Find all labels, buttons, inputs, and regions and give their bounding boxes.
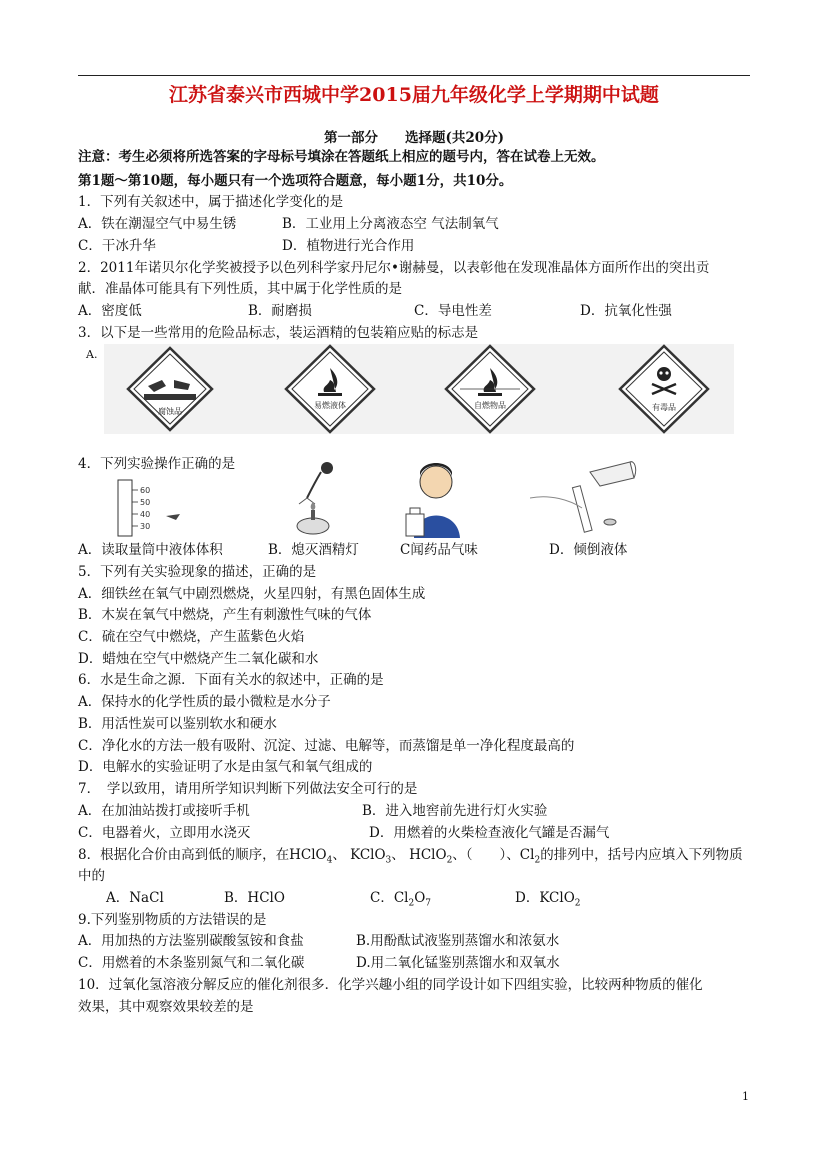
q7-option-b: B．进入地窖前先进行灯火实验 — [362, 803, 548, 819]
smelling-chemical-image — [400, 458, 470, 538]
q4-option-b: B．熄灭酒精灯 — [268, 542, 359, 558]
sign-c-label: 自燃物品 — [474, 401, 506, 410]
q6-stem: 6．水是生命之源．下面有关水的叙述中，正确的是 — [78, 672, 384, 688]
q7-option-a: A．在加油站拨打或接听手机 — [78, 803, 250, 819]
q10-stem-line2: 效果，其中观察效果较差的是 — [78, 999, 254, 1015]
q7-option-d: D．用燃着的火柴检查液化气罐是否漏气 — [369, 825, 610, 841]
q7-option-c: C．电器着火，立即用水浇灭 — [78, 825, 251, 841]
tick-label-60: 60 — [140, 486, 151, 495]
q7-stem: 7． 学以致用，请用所学知识判断下列做法安全可行的是 — [78, 781, 418, 797]
q5-option-c: C．硫在空气中燃烧，产生蓝紫色火焰 — [78, 629, 305, 645]
instruction: 第1题～第10题，每小题只有一个选项符合题意，每小题1分，共10分。 — [78, 173, 513, 189]
sign-d-label: 有毒品 — [652, 403, 676, 412]
q8-stem-line2: 中的 — [78, 868, 105, 884]
tick-label-40: 40 — [140, 510, 151, 519]
graduated-cylinder-image — [110, 478, 190, 538]
q1-option-c: C．干冰升华 — [78, 238, 156, 254]
q1-option-a: A．铁在潮湿空气中易生锈 — [78, 216, 237, 232]
q6-option-c: C．净化水的方法一般有吸附、沉淀、过滤、电解等，而蒸馏是单一净化程度最高的 — [78, 738, 575, 754]
q4-option-a: A．读取量筒中液体体积 — [78, 542, 223, 558]
section-heading: 第一部分 选择题(共20分) — [323, 130, 505, 146]
eye-icon — [166, 514, 180, 520]
pouring-liquid-image — [530, 458, 640, 538]
q2-stem-line1: 2．2011年诺贝尔化学奖被授予以色列科学家丹尼尔•谢赫曼，以表彰他在发现准晶体方面所作出的突出贡 — [78, 260, 710, 276]
q8-stem-line1: 8．根据化合价由高到低的顺序，在HClO$_4$、 KClO$_3$、 HClO$_2$、（ ）、$Cl_2$的排列中，括号内应填入下列物质 — [78, 847, 743, 866]
page-number: 1 — [742, 1090, 749, 1103]
q5-stem: 5．下列有关实验现象的描述，正确的是 — [78, 564, 317, 580]
q6-option-d: D．电解水的实验证明了水是由氢气和氧气组成的 — [78, 759, 373, 775]
q4-option-c: C闻药品气味 — [400, 542, 478, 558]
q1-option-b: B．工业用上分离液态空 气法制氧气 — [282, 216, 499, 232]
alcohol-lamp-image — [285, 458, 355, 538]
hazard-signs-image — [104, 344, 734, 434]
q2-stem-line2: 献．准晶体可能具有下列性质，其中属于化学性质的是 — [78, 281, 402, 297]
q1-option-d: D．植物进行光合作用 — [282, 238, 415, 254]
tick-label-50: 50 — [140, 498, 151, 507]
q9-option-d: D.用二氧化锰鉴别蒸馏水和双氧水 — [356, 955, 560, 971]
sign-a-label: 腐蚀品 — [158, 407, 182, 416]
q5-option-d: D．蜡烛在空气中燃烧产生二氧化碳和水 — [78, 651, 319, 667]
q3-label-a: A. — [86, 348, 98, 361]
document-title: 江苏省泰兴市西城中学2015届九年级化学上学期期中试题 — [169, 84, 659, 106]
q5-option-a: A．细铁丝在氧气中剧烈燃烧，火星四射，有黑色固体生成 — [78, 586, 426, 602]
q8-option-a: A．NaCl — [106, 890, 164, 906]
q4-option-d: D．倾倒液体 — [549, 542, 628, 558]
q2-option-c: C．导电性差 — [414, 303, 492, 319]
q2-option-b: B．耐磨损 — [248, 303, 312, 319]
q10-stem-line1: 10．过氧化氢溶液分解反应的催化剂很多．化学兴趣小组的同学设计如下四组实验，比较两种物质的催化 — [78, 977, 703, 993]
q2-option-d: D．抗氧化性强 — [580, 303, 672, 319]
q8-option-d: D．KClO$_2$ — [515, 890, 581, 909]
tick-label-30: 30 — [140, 522, 151, 531]
q8-option-c: C．$Cl_2O_7$ — [370, 890, 432, 909]
q5-option-b: B．木炭在氧气中燃烧，产生有刺激性气味的气体 — [78, 607, 372, 623]
q9-option-a: A．用加热的方法鉴别碳酸氢铵和食盐 — [78, 933, 304, 949]
q4-stem: 4．下列实验操作正确的是 — [78, 456, 236, 472]
q8-option-b: B．HClO — [224, 890, 285, 906]
q9-stem: 9.下列鉴别物质的方法错误的是 — [78, 912, 267, 928]
q9-option-c: C．用燃着的木条鉴别氮气和二氧化碳 — [78, 955, 305, 971]
q1-stem: 1．下列有关叙述中，属于描述化学变化的是 — [78, 194, 344, 210]
q9-option-b: B.用酚酞试液鉴别蒸馏水和浓氨水 — [356, 933, 560, 949]
q6-option-a: A．保持水的化学性质的最小微粒是水分子 — [78, 694, 331, 710]
q6-option-b: B．用活性炭可以鉴别软水和硬水 — [78, 716, 277, 732]
notice: 注意：考生必须将所选答案的字母标号填涂在答题纸上相应的题号内，答在试卷上无效。 — [78, 149, 605, 165]
top-rule — [78, 75, 750, 76]
sign-b-label: 易燃液体 — [314, 401, 346, 410]
q2-option-a: A．密度低 — [78, 303, 142, 319]
q3-stem: 3．以下是一些常用的危险品标志，装运酒精的包装箱应贴的标志是 — [78, 325, 479, 341]
